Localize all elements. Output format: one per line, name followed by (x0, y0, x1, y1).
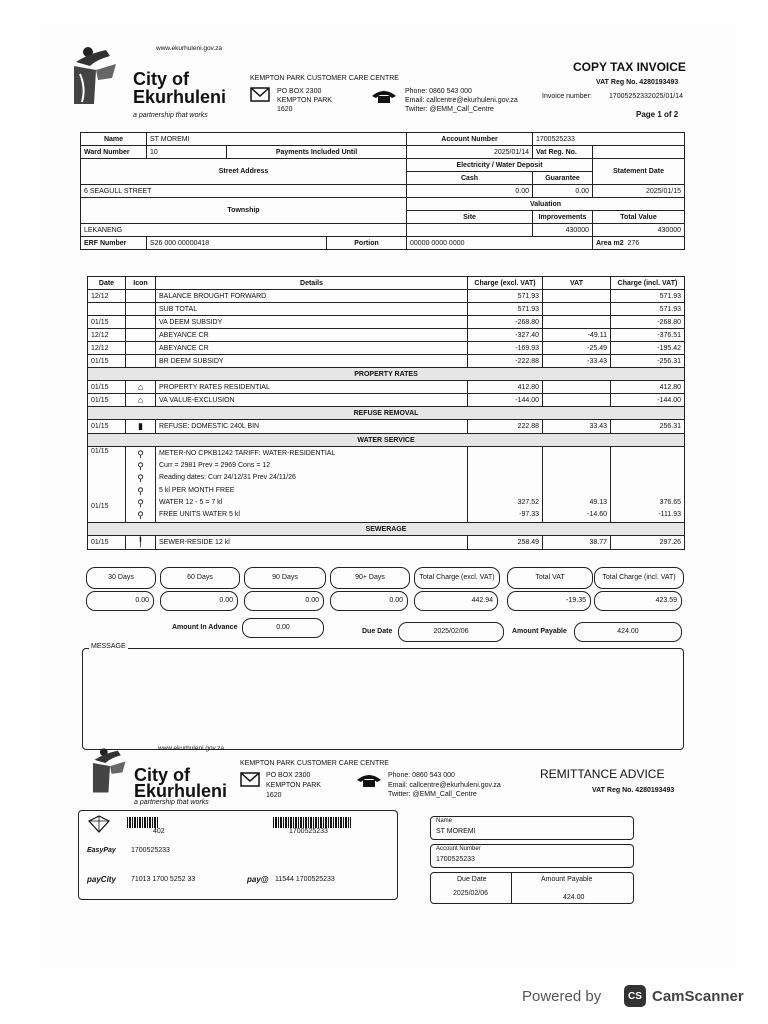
detail-icon (126, 394, 156, 407)
valuation-label: Valuation (407, 198, 685, 211)
email-2: Email: callcentre@ekurhuleni.gov.za (388, 782, 501, 789)
water-vat-1: 49.13 (589, 498, 607, 506)
detail-incl: -268.80 (611, 316, 685, 329)
detail-vat (543, 394, 611, 407)
town-2: KEMPTON PARK (266, 782, 321, 789)
invoice-label: Invoice number: (542, 93, 592, 100)
rem-name-box (430, 816, 634, 840)
detail-vat: -25.49 (543, 342, 611, 355)
website-2: www.ekurhuleni.gov.za (158, 745, 224, 752)
detail-vat: -49.11 (543, 329, 611, 342)
detail-row (88, 342, 685, 355)
bin-icon: ▮ (138, 421, 143, 431)
rem-payable-label: Amount Payable (541, 876, 593, 883)
tap-icon: ⚲ (137, 461, 144, 472)
water-excl-1: 327.52 (517, 498, 539, 506)
paycity-number: 71013 1700 5252 33 (131, 876, 196, 883)
tap-icon: ⚲ (137, 510, 144, 521)
detail-text: ABEYANCE CR (156, 342, 468, 355)
detail-incl: -195.42 (611, 342, 685, 355)
water-line: 5 kl PER MONTH FREE (159, 486, 235, 494)
detail-excl: 258.49 (468, 536, 543, 550)
detail-excl: 571.93 (468, 290, 543, 303)
water-icons (126, 447, 156, 523)
area-value: 276 (627, 239, 640, 247)
erf-number: S26 000 00000418 (147, 237, 327, 250)
water-incl (611, 447, 685, 523)
detail-incl: -144.00 (611, 394, 685, 407)
account-name: ST MOREMI (147, 133, 407, 146)
guarantee-value: 0.00 (533, 185, 593, 198)
detail-vat (543, 381, 611, 394)
detail-excl: 571.93 (468, 303, 543, 316)
detail-date: 01/15 (88, 420, 126, 434)
detail-date: 01/15 (88, 536, 126, 550)
col-icon: Icon (126, 277, 156, 290)
total-value: 430000 (593, 224, 685, 237)
detail-date (88, 303, 126, 316)
house-icon: ⌂ (137, 382, 144, 392)
detail-date: 01/15 (88, 394, 126, 407)
water-line: WATER 12 - 5 = 7 kl (159, 498, 223, 506)
detail-vat: -33.43 (543, 355, 611, 368)
vat-reg: VAT Reg No. 4280193493 (596, 79, 679, 86)
detail-row (88, 303, 685, 316)
barcode-2-text: 1700525233 (289, 828, 328, 835)
detail-vat: 33.43 (543, 420, 611, 434)
due-label: Due Date (362, 628, 393, 635)
remittance-vat-reg: VAT Reg No. 4280193493 (592, 787, 675, 794)
detail-date: 12/12 (88, 329, 126, 342)
water-lines (156, 447, 468, 523)
powered-by: Powered by (522, 988, 602, 1005)
portion-label: Portion (327, 237, 407, 250)
rem-account-box (430, 844, 634, 868)
invoice-number: 17005252332025/01/14 (609, 93, 683, 100)
message-label: MESSAGE (91, 643, 126, 650)
detail-incl: 297.26 (611, 536, 685, 550)
rem-due-label: Due Date (457, 876, 487, 883)
postcode-2: 1620 (266, 792, 282, 799)
advance-value: 0.00 (242, 618, 324, 638)
org-name-line1: City of (133, 69, 189, 89)
detail-icon (126, 420, 156, 434)
detail-vat (543, 316, 611, 329)
mail-icon (250, 87, 270, 102)
detail-icon (126, 355, 156, 368)
detail-icon (126, 303, 156, 316)
twitter-2: Twitter: @EMM_Call_Centre (388, 791, 477, 798)
name-label: Name (81, 133, 147, 146)
town: KEMPTON PARK (277, 97, 332, 104)
area-label: Area m2 (596, 239, 624, 247)
barcode-1-text: 402 (153, 828, 165, 835)
rem-account-label: Account Number (436, 846, 481, 852)
detail-icon (126, 381, 156, 394)
detail-incl: -256.31 (611, 355, 685, 368)
detail-excl: -222.88 (468, 355, 543, 368)
rem-due-box (430, 872, 634, 904)
water-line: FREE UNITS WATER 5 kl (159, 511, 240, 519)
detail-row (88, 329, 685, 342)
payment-methods-box (78, 810, 398, 900)
totals-value: 442.94 (414, 591, 498, 611)
tap-icon: ⚲ (137, 485, 144, 496)
water-line: Reading dates: Curr 24/12/31 Prev 24/11/26 (159, 474, 296, 482)
totals-label: 60 Days (160, 567, 240, 589)
water-row (88, 447, 685, 523)
rem-divider (511, 873, 512, 903)
rem-name: ST MOREMI (436, 828, 476, 835)
doc-title: COPY TAX INVOICE (573, 60, 686, 74)
detail-incl: -376.51 (611, 329, 685, 342)
water-vat-2: -14.60 (587, 511, 607, 519)
detail-excl: -327.40 (468, 329, 543, 342)
totals-value: 423.59 (594, 591, 682, 611)
street-label: Street Address (81, 159, 407, 185)
water-date-2: 01/15 (91, 503, 109, 510)
detail-text: SEWER-RESIDE 12 kl (156, 536, 468, 550)
detail-text: VA DEEM SUBSIDY (156, 316, 468, 329)
phone-icon (370, 88, 398, 104)
detail-row (88, 290, 685, 303)
phone-icon (355, 772, 383, 788)
improvements-label: Improvements (533, 211, 593, 224)
total-value-label: Total Value (593, 211, 685, 224)
improvements-value: 430000 (533, 224, 593, 237)
water-dates (88, 447, 126, 523)
totals-label: Total VAT (507, 567, 593, 589)
cash-label: Cash (407, 172, 533, 185)
ward-label: Ward Number (81, 146, 147, 159)
ward-number: 10 (147, 146, 227, 159)
account-table (80, 132, 685, 250)
detail-vat: 38.77 (543, 536, 611, 550)
detail-date: 01/15 (88, 381, 126, 394)
twitter: Twitter: @EMM_Call_Centre (405, 106, 494, 113)
detail-excl: 222.88 (468, 420, 543, 434)
col-incl: Charge (incl. VAT) (611, 277, 685, 290)
account-number: 1700525233 (533, 133, 685, 146)
tagline: a partnership that works (133, 112, 208, 119)
detail-excl: -169.93 (468, 342, 543, 355)
detail-text: REFUSE: DOMESTIC 240L BIN (156, 420, 468, 434)
tap-icon: ⚲ (137, 497, 144, 508)
statement-date: 2025/01/15 (593, 185, 685, 198)
easypay-number: 1700525233 (131, 847, 170, 854)
details-table (87, 276, 685, 550)
street-address: 6 SEAGULL STREET (81, 185, 407, 198)
payable-value: 424.00 (574, 622, 682, 642)
mail-icon (240, 772, 260, 787)
col-details: Details (156, 277, 468, 290)
easypay-logo: EasyPay (87, 847, 116, 854)
org-name-2-line2: Ekurhuleni (134, 781, 228, 801)
detail-text: ABEYANCE CR (156, 329, 468, 342)
tap-icon: ⚲ (137, 473, 144, 484)
camscanner-brand: CamScanner (652, 988, 744, 1005)
detail-text: PROPERTY RATES RESIDENTIAL (156, 381, 468, 394)
remittance-title: REMITTANCE ADVICE (540, 767, 665, 781)
detail-text: BR DEEM SUBSIDY (156, 355, 468, 368)
message-box (82, 643, 684, 750)
phone-2: Phone: 0860 543 000 (388, 772, 455, 779)
detail-excl: -268.80 (468, 316, 543, 329)
tagline-2: a partnership that works (134, 799, 209, 806)
site-label: Site (407, 211, 533, 224)
col-vat: VAT (543, 277, 611, 290)
tap-icon: ⚲ (137, 449, 144, 459)
camscanner-badge (624, 985, 646, 1007)
erf-label: ERF Number (81, 237, 147, 250)
vat-reg-label: Vat Reg. No. (533, 146, 593, 159)
detail-text: VA VALUE-EXCLUSION (156, 394, 468, 407)
rem-due: 2025/02/06 (453, 890, 489, 897)
detail-row (88, 316, 685, 329)
township: LEKANENG (81, 224, 407, 237)
section-refuse: REFUSE REMOVAL (88, 407, 685, 420)
detail-row (88, 394, 685, 407)
col-date: Date (88, 277, 126, 290)
rem-name-label: Name (436, 818, 453, 824)
section-sewerage: SEWERAGE (88, 523, 685, 536)
totals-label: Total Charge (excl. VAT) (414, 567, 500, 589)
site-value (407, 224, 533, 237)
totals-value: 0.00 (244, 591, 324, 611)
detail-vat (543, 303, 611, 316)
detail-incl: 571.93 (611, 290, 685, 303)
detail-date: 12/12 (88, 290, 126, 303)
account-number-label: Account Number (407, 133, 533, 146)
due-value: 2025/02/06 (398, 622, 504, 642)
payat-number: 11544 1700525233 (275, 876, 335, 883)
email: Email: callcentre@ekurhuleni.gov.za (405, 97, 518, 104)
water-vat (543, 447, 611, 523)
col-excl: Charge (excl. VAT) (468, 277, 543, 290)
guarantee-label: Guarantee (533, 172, 593, 185)
phone: Phone: 0860 543 000 (405, 88, 472, 95)
detail-text: SUB TOTAL (156, 303, 468, 316)
org-name-2-line1: City of (134, 765, 190, 785)
vat-reg-value (593, 146, 685, 159)
detail-icon (126, 316, 156, 329)
detail-excl: -144.00 (468, 394, 543, 407)
detail-row (88, 536, 685, 550)
detail-date: 01/15 (88, 316, 126, 329)
rem-payable: 424.00 (563, 894, 585, 901)
totals-value: 0.00 (160, 591, 238, 611)
section-property-rates: PROPERTY RATES (88, 368, 685, 381)
po-box: PO BOX 2300 (277, 88, 322, 95)
water-line: METER-NO CPKB1242 TARIFF: WATER-RESIDENTIAL (159, 450, 336, 457)
section-water: WATER SERVICE (88, 434, 685, 447)
water-excl (468, 447, 543, 523)
water-line: Curr = 2981 Prev = 2969 Cons = 12 (159, 462, 271, 470)
po-box-2: PO BOX 2300 (266, 772, 311, 779)
diamond-icon (87, 815, 111, 833)
totals-label: Total Charge (incl. VAT) (594, 567, 684, 589)
centre-name-2: KEMPTON PARK CUSTOMER CARE CENTRE (240, 760, 389, 767)
detail-row (88, 381, 685, 394)
detail-text: BALANCE BROUGHT FORWARD (156, 290, 468, 303)
totals-value: 0.00 (86, 591, 154, 611)
payat-logo: pay@ (247, 875, 269, 884)
portion-value: 00000 0000 0000 (407, 237, 593, 250)
detail-vat (543, 290, 611, 303)
detail-row (88, 420, 685, 434)
payable-label: Amount Payable (512, 628, 567, 635)
detail-row (88, 355, 685, 368)
detail-icon (126, 342, 156, 355)
city-logo-2 (86, 746, 134, 794)
totals-label: 30 Days (86, 567, 156, 589)
house-icon: ⌂ (137, 395, 144, 405)
camscanner-icon: CS (628, 990, 642, 1002)
totals-label: 90+ Days (330, 567, 410, 589)
deposit-label: Electricity / Water Deposit (407, 159, 593, 172)
township-label: Township (81, 198, 407, 224)
detail-date: 12/12 (88, 342, 126, 355)
detail-date: 01/15 (88, 355, 126, 368)
detail-icon (126, 290, 156, 303)
water-incl-1: 376.65 (659, 498, 681, 506)
detail-incl: 412.80 (611, 381, 685, 394)
detail-icon (126, 536, 156, 550)
detail-icon (126, 329, 156, 342)
totals-value: 0.00 (330, 591, 408, 611)
website: www.ekurhuleni.gov.za (156, 45, 222, 52)
pipe-icon: ╿ (137, 537, 144, 548)
detail-excl: 412.80 (468, 381, 543, 394)
rem-account: 1700525233 (436, 856, 475, 863)
org-name-line2: Ekurhuleni (133, 87, 227, 107)
water-excl-2: -97.33 (519, 511, 539, 519)
statement-date-label: Statement Date (593, 159, 685, 185)
water-incl-2: -111.93 (658, 511, 681, 519)
detail-incl: 571.93 (611, 303, 685, 316)
barcode-2 (273, 817, 351, 828)
payments-label: Payments Included Until (227, 146, 407, 159)
barcode-1 (127, 817, 159, 828)
payments-until: 2025/01/14 (407, 146, 533, 159)
totals-label: 90 Days (244, 567, 326, 589)
postcode: 1620 (277, 106, 293, 113)
area-cell (593, 237, 685, 250)
water-date-1: 01/15 (91, 448, 109, 455)
centre-name: KEMPTON PARK CUSTOMER CARE CENTRE (250, 75, 399, 82)
detail-incl: 256.31 (611, 420, 685, 434)
paycity-logo: payCity (87, 875, 116, 884)
advance-label: Amount In Advance (172, 624, 238, 631)
page-number: Page 1 of 2 (636, 110, 679, 119)
cash-value: 0.00 (407, 185, 533, 198)
city-logo (66, 44, 126, 106)
totals-value: -19.35 (507, 591, 591, 611)
